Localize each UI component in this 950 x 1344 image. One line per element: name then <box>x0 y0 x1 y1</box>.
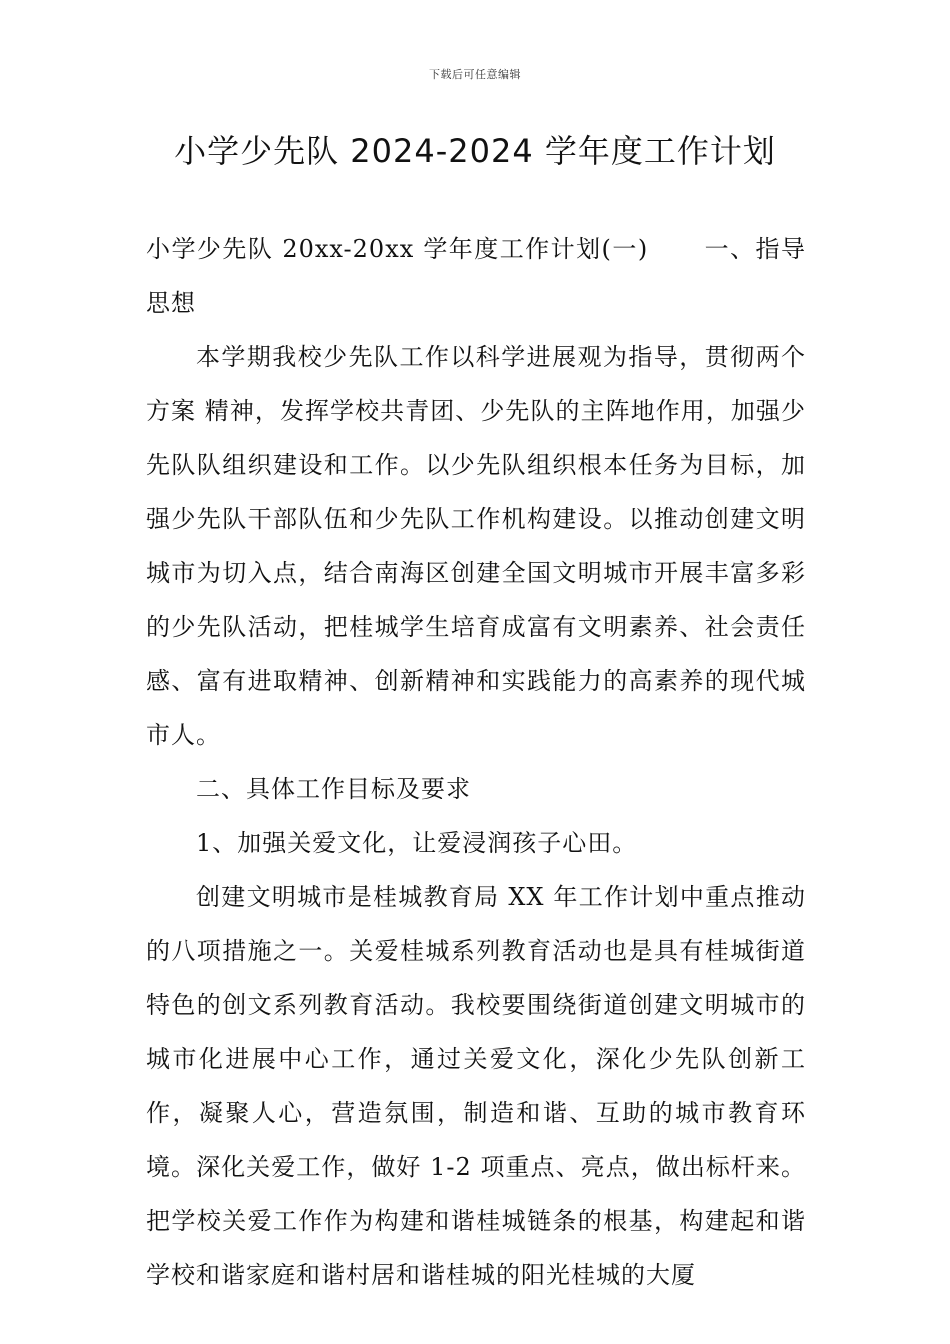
subsection-heading-care-culture: 1、加强关爱文化，让爱浸润孩子心田。 <box>196 829 638 857</box>
plan-subtitle: 小学少先队 20xx-20xx 学年度工作计划(一) <box>146 235 649 263</box>
paragraph-care-culture: 创建文明城市是桂城教育局 XX 年工作计划中重点推动的八项措施之一。关爱桂城系列教育活动也是具有桂城街道特色的创文系列教育活动。我校要围绕街道创建文明城市的城市化进展中心工作，通过关爱文化，深化少先队创新工作，凝聚人心，营造氛围，制造和谐、互助的城市教育环境。深化关爱工作，做好 1-2 项重点、亮点，做出标杆来。把学校关爱工作作为构建和谐桂城链条的根基，构建起和谐学校和谐家庭和谐村居和谐桂城的阳光桂城的大厦 <box>146 883 806 1289</box>
paragraph-guiding-ideology: 本学期我校少先队工作以科学进展观为指导，贯彻两个方案 精神，发挥学校共青团、少先队的主阵地作用，加强少先队队组织建设和工作。以少先队组织根本任务为目标，加强少先队干部队伍和少先队工作机构建设。以推动创建文明城市为切入点，结合南海区创建全国文明城市开展丰富多彩的少先队活动，把桂城学生培育成富有文明素养、社会责任感、富有进取精神、创新精神和实践能力的高素养的现代城市人。 <box>146 343 806 749</box>
section-heading-line <box>146 222 806 330</box>
document-body <box>146 222 806 1302</box>
section-heading-goals: 二、具体工作目标及要求 <box>196 775 471 803</box>
header-note: 下载后可任意编辑 <box>429 68 521 81</box>
section-heading-guiding-ideology: 一、指导思想 <box>146 235 807 317</box>
document-title: 小学少先队 2024-2024 学年度工作计划 <box>174 132 776 170</box>
